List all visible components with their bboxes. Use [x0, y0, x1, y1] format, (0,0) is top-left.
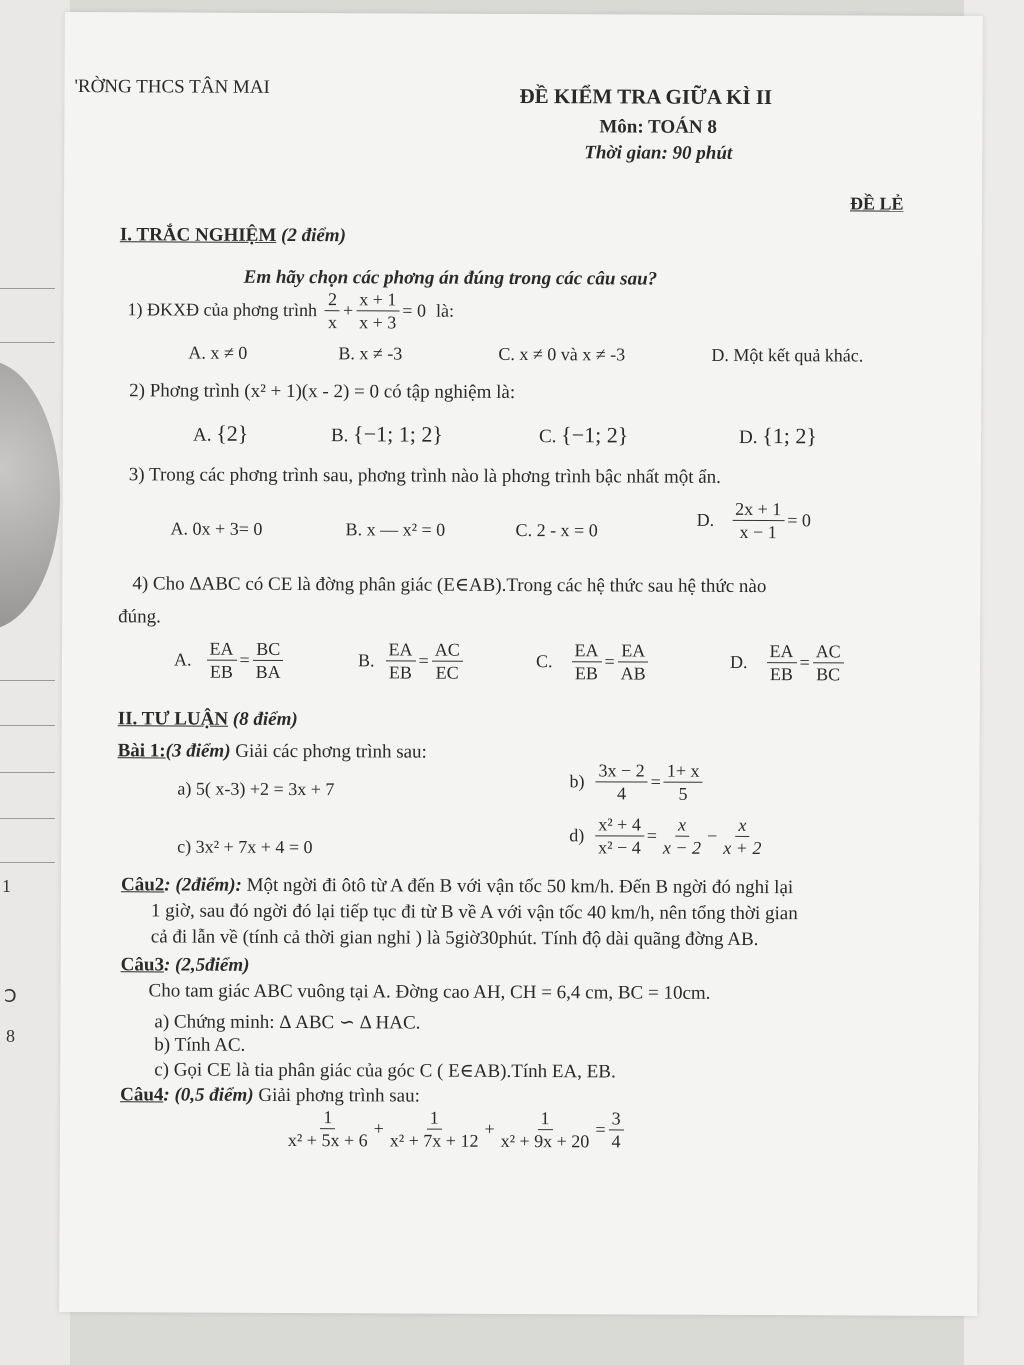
q1-plus: +: [342, 300, 354, 321]
cau4-text: Giải phơng trình sau:: [253, 1084, 420, 1107]
q4-option-d: [730, 641, 847, 685]
cau2-points: : (2điểm):: [164, 874, 242, 896]
margin-mark: 1: [2, 876, 11, 896]
exam-paper: [59, 12, 983, 1316]
bai1-d: [569, 814, 767, 858]
q2-b-set: {−1; 1; 2}: [353, 421, 444, 447]
q4-a-eq: =: [239, 649, 250, 670]
margin-mark: 8: [6, 1026, 15, 1046]
edge-line: [0, 772, 55, 773]
q4-c-label: C.: [535, 651, 553, 672]
q4-a-den2: BA: [255, 661, 281, 682]
edge-line: [0, 725, 55, 726]
bai1-b-eq: =: [650, 771, 661, 792]
cau2-text1: Một ngời đi ôtô từ A đến B với vận tốc 50 km/h. Đến B ngời đó nghỉ lại: [241, 874, 794, 899]
cau3-heading: [121, 954, 250, 977]
q4-b-den2: EC: [435, 662, 459, 683]
cau4-heading: [120, 1084, 420, 1107]
q4-c-eq: =: [604, 651, 615, 672]
cau4-num1: 1: [320, 1107, 335, 1129]
bai1-points: (3 điểm): [165, 740, 231, 762]
cau3-points: : (2,5điểm): [163, 954, 250, 976]
part2-heading: [118, 708, 298, 731]
exam-time: Thời gian: 90 phút: [584, 142, 733, 164]
cau3-title: Câu3: [120, 954, 165, 976]
bai1-d-num1: x² + 4: [595, 814, 644, 836]
q3-option-a: A. 0x + 3= 0: [170, 518, 263, 539]
edge-line: [0, 818, 55, 819]
q2-d-label: D.: [738, 426, 758, 449]
bai1-heading: [118, 740, 427, 763]
bai1-d-minus: −: [707, 825, 718, 846]
question-3: 3) Trong các phơng trình sau, phơng trình nào là phơng trình bậc nhất một ẩn.: [128, 464, 722, 488]
q2-option-c: [539, 422, 628, 448]
cau4-rhs-num: 3: [609, 1108, 624, 1130]
q4-b-eq: =: [418, 650, 429, 671]
q4-b-num1: EA: [386, 639, 416, 661]
question-2: 2) Phơng trình (x² + 1)(x - 2) = 0 có tập nghiệm là:: [129, 380, 516, 403]
q2-a-set: {2}: [216, 420, 249, 446]
cau4-num3: 1: [538, 1108, 553, 1130]
cau4-title: Câu4: [120, 1084, 164, 1106]
q1-option-c: C. x ≠ 0 và x ≠ -3: [498, 343, 626, 365]
q4-option-c: [536, 640, 652, 684]
edge-line: [0, 862, 55, 863]
bai1-d-den1: x² − 4: [598, 837, 641, 858]
part1-heading: [120, 224, 346, 247]
bai1-text: Giải các phơng trình sau:: [230, 740, 427, 763]
cau4-rhs-den: 4: [611, 1131, 621, 1152]
q4-option-a: [174, 638, 287, 681]
cau3-c: c) Gọi CE là tia phân giác của góc C ( E∈AB).Tính EA, EB.: [154, 1059, 616, 1083]
question-4: 4) Cho ΔABC có CE là đờng phân giác (E∈AB).Trong các hệ thức sau hệ thức nào: [132, 573, 767, 598]
q4-d-label: D.: [729, 651, 748, 672]
bai1-b: [569, 760, 705, 804]
q1-frac1-num: 2: [325, 289, 340, 311]
q4-a-label: A.: [173, 649, 192, 670]
part2-title: II. TƯ LUẬN: [117, 708, 229, 730]
cau4-points: : (0,5 điểm): [163, 1084, 254, 1106]
q2-option-d: [739, 423, 817, 449]
q1-option-b: B. x ≠ -3: [338, 343, 403, 364]
bai1-d-num2: x: [675, 815, 689, 837]
q4-d-num1: EA: [767, 641, 797, 663]
edge-line: [0, 342, 55, 343]
q4-c-den1: EB: [574, 663, 599, 684]
cau3-a: a) Chứng minh: Δ ABC ∽ Δ HAC.: [154, 1011, 421, 1034]
q4-c-num1: EA: [572, 640, 602, 662]
q1-frac2-num: x + 1: [356, 289, 399, 311]
q1-text: 1) ĐKXĐ của phơng trình: [127, 299, 318, 321]
q4-d-den1: EB: [769, 664, 794, 685]
q3-option-d: [697, 499, 811, 542]
bai1-d-label: d): [569, 825, 585, 846]
q3-d-label: D.: [696, 509, 715, 530]
q3-d-num: 2x + 1: [732, 499, 784, 521]
school-name: 'RỜNG THCS TÂN MAI: [74, 76, 270, 98]
part1-instruction: Em hãy chọn các phơng án đúng trong các câu sau?: [243, 266, 658, 290]
bai1-a: a) 5( x-3) +2 = 3x + 7: [177, 778, 335, 800]
q1-frac1-den: x: [327, 312, 338, 333]
q4-d-num2: AC: [813, 641, 844, 663]
exam-version: ĐỀ LẺ: [849, 193, 904, 214]
q2-a-label: A.: [192, 424, 212, 446]
q2-option-a: [193, 421, 248, 447]
part2-points: (8 điểm): [232, 708, 298, 731]
cau4-eq: =: [595, 1119, 606, 1140]
part1-title: I. TRẮC NGHIỆM: [119, 224, 277, 246]
q4-a-num2: BC: [253, 639, 283, 661]
part1-points: (2 điểm): [280, 224, 346, 247]
cau4-den2: x² + 7x + 12: [389, 1130, 479, 1151]
q1-option-d: D. Một kết quả khác.: [711, 344, 864, 366]
cau2-line1: [121, 874, 793, 899]
q4-d-eq: =: [799, 652, 810, 673]
bai1-d-den2: x − 2: [662, 837, 702, 858]
cau3-b: b) Tính AC.: [154, 1034, 246, 1056]
q4-a-num1: EA: [207, 639, 237, 661]
q3-option-b: B. x — x² = 0: [345, 519, 446, 540]
cau2-line2: 1 giờ, sau đó ngời đó lại tiếp tục đi từ B về A với vận tốc 40 km/h, nên tổng thời gian: [150, 900, 798, 925]
q1-option-a: A. x ≠ 0: [188, 342, 248, 363]
edge-line: [0, 680, 55, 681]
edge-line: [0, 288, 55, 289]
q4-c-num2: EA: [618, 640, 648, 662]
cau2-title: Câu2: [120, 874, 165, 896]
q4-a-den1: EB: [209, 661, 234, 682]
q4-b-num2: AC: [432, 640, 463, 662]
margin-mark: ꓛ: [4, 986, 17, 1006]
q2-c-label: C.: [538, 426, 557, 448]
q2-b-label: B.: [330, 425, 349, 447]
cau4-num2: 1: [427, 1108, 442, 1130]
q1-frac2-den: x + 3: [359, 312, 397, 333]
q4-b-label: B.: [357, 650, 375, 671]
subject: Môn: TOÁN 8: [599, 116, 717, 138]
bai1-d-den3: x + 2: [723, 837, 762, 859]
q1-suffix: là:: [435, 300, 455, 321]
q4-c-den2: AB: [620, 663, 646, 684]
bai1-b-den1: 4: [616, 783, 627, 804]
bai1-b-num1: 3x − 2: [595, 760, 647, 782]
bai1-title: Bài 1:: [117, 740, 166, 762]
cau4-plus2: +: [484, 1118, 495, 1139]
exam-title: ĐỀ KIỂM TRA GIỮA KÌ II: [519, 83, 773, 110]
q2-c-set: {−1; 2}: [561, 422, 629, 448]
cau4-den3: x² + 9x + 20: [500, 1130, 590, 1152]
q2-d-set: {1; 2}: [762, 423, 818, 449]
q3-option-c: C. 2 - x = 0: [515, 519, 598, 541]
q3-d-eq: = 0: [787, 510, 811, 531]
bai1-d-num3: x: [735, 815, 749, 837]
bai1-d-eq: =: [646, 825, 658, 846]
cau4-den1: x² + 5x + 6: [287, 1129, 368, 1151]
cau2-line3: cả đi lẫn về (tính cả thời gian nghỉ ) là 5giờ30phút. Tính độ dài quãng đờng AB.: [150, 926, 759, 951]
q4-d-den2: BC: [816, 664, 841, 685]
q2-option-b: [331, 421, 443, 447]
q4-option-b: [358, 639, 466, 682]
q3-d-den: x − 1: [739, 521, 777, 543]
cau3-line1: Cho tam giác ABC vuông tại A. Đờng cao AH, CH = 6,4 cm, BC = 10cm.: [148, 980, 711, 1004]
question-4-cont: đúng.: [118, 606, 161, 628]
bai1-b-num2: 1+ x: [664, 761, 703, 783]
question-1: [127, 288, 454, 332]
q4-b-den1: EB: [388, 662, 413, 683]
bai1-c: c) 3x² + 7x + 4 = 0: [177, 836, 313, 858]
bai1-b-label: b): [569, 771, 585, 792]
cau4-equation: [282, 1107, 627, 1152]
bai1-b-den2: 5: [678, 783, 688, 804]
q1-eq: = 0: [402, 300, 427, 321]
cau4-plus1: +: [373, 1118, 384, 1139]
